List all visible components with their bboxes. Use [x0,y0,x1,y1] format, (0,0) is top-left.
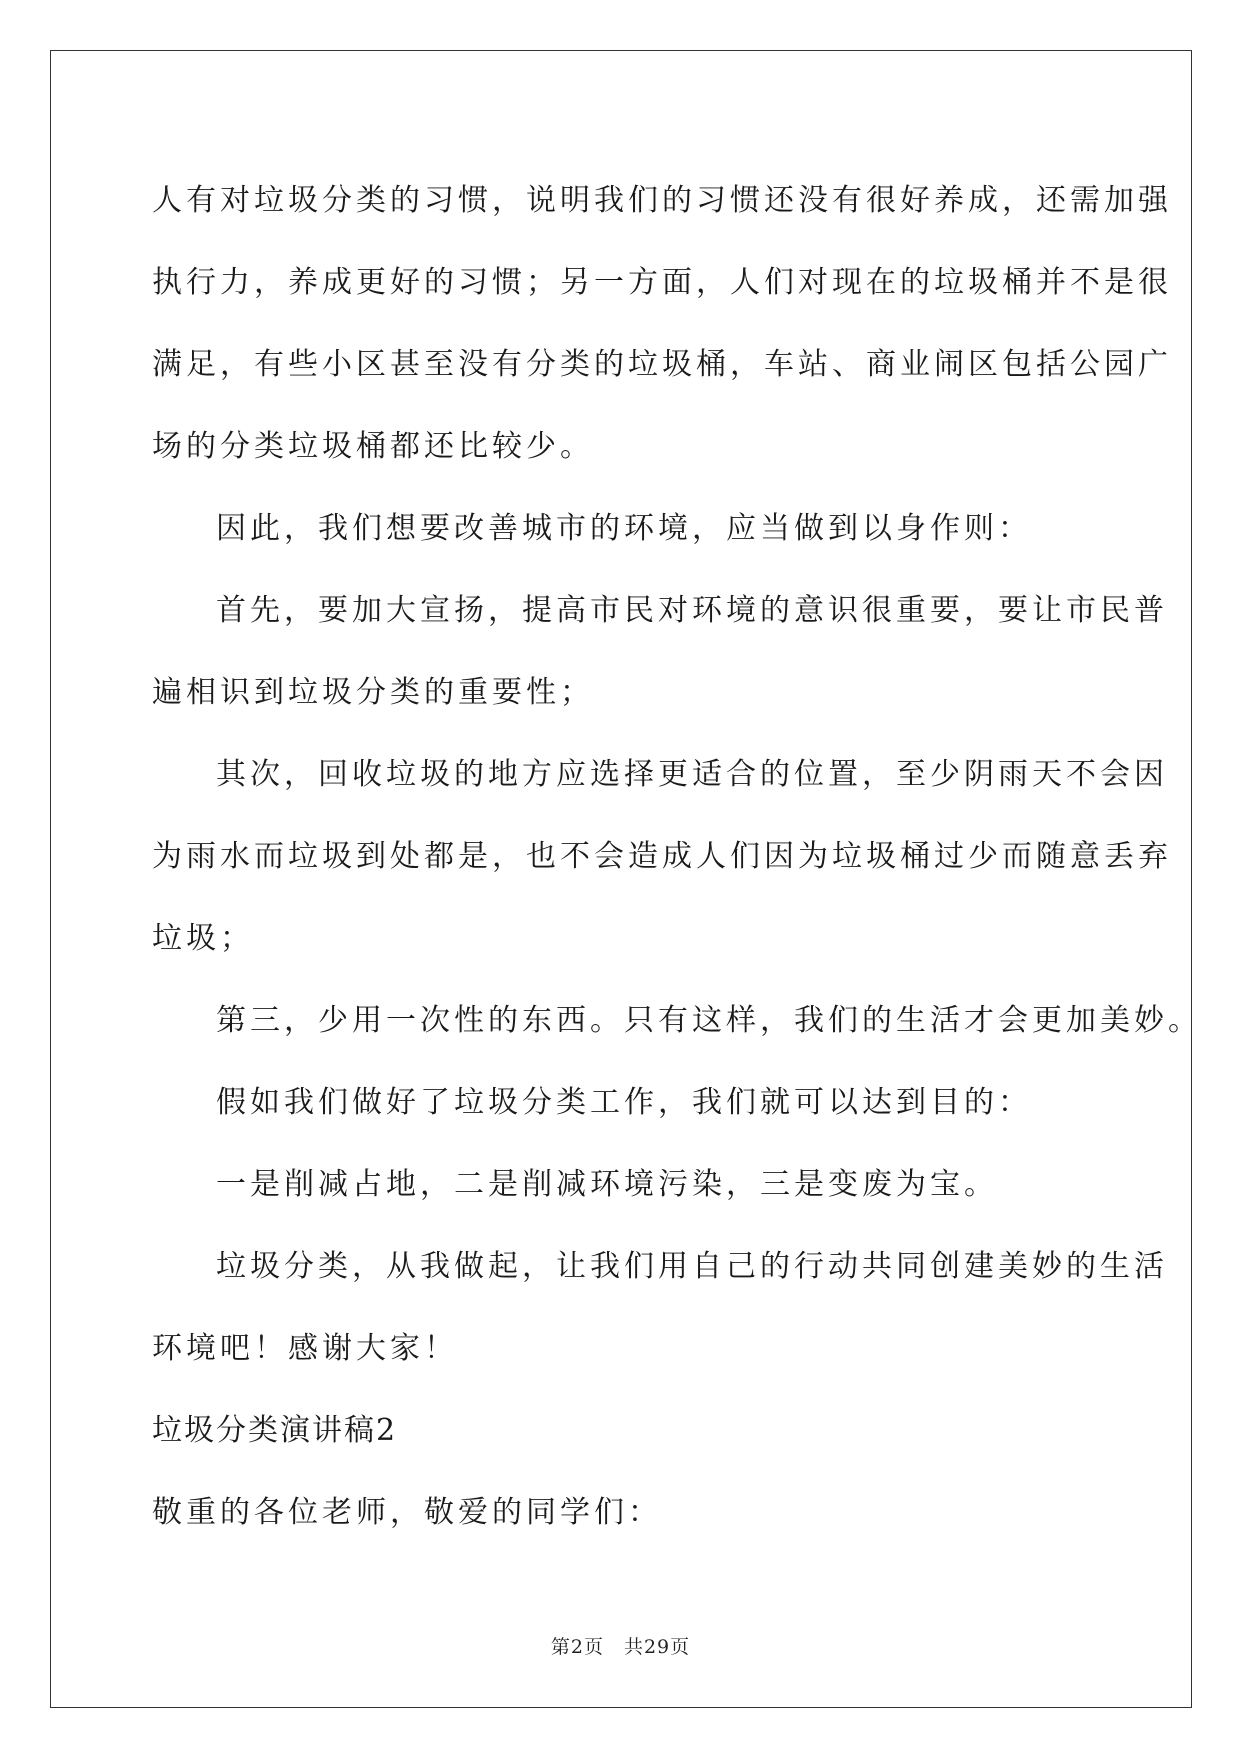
paragraph-line: 为雨水而垃圾到处都是，也不会造成人们因为垃圾桶过少而随意丢弃 [152,839,1172,874]
paragraph-line: 执行力，养成更好的习惯；另一方面，人们对现在的垃圾桶并不是很 [152,265,1172,300]
paragraph-line: 场的分类垃圾桶都还比较少。 [152,429,594,464]
paragraph-line: 其次，回收垃圾的地方应选择更适合的位置，至少阴雨天不会因 [216,757,1168,792]
page-number: 第2页 共29页 [550,1636,691,1658]
paragraph-line: 假如我们做好了垃圾分类工作，我们就可以达到目的： [216,1085,1032,1120]
paragraph-line: 垃圾； [152,921,254,956]
salutation-line: 敬重的各位老师，敬爱的同学们： [152,1495,662,1530]
paragraph-line: 遍相识到垃圾分类的重要性； [152,675,594,710]
paragraph-line: 满足，有些小区甚至没有分类的垃圾桶，车站、商业闹区包括公园广 [152,347,1172,382]
paragraph-line: 人有对垃圾分类的习惯，说明我们的习惯还没有很好养成，还需加强 [152,183,1172,218]
paragraph-line: 因此，我们想要改善城市的环境，应当做到以身作则： [216,511,1032,546]
paragraph-line: 首先，要加大宣扬，提高市民对环境的意识很重要，要让市民普 [216,593,1168,628]
paragraph-line: 垃圾分类，从我做起，让我们用自己的行动共同创建美妙的生活 [216,1249,1168,1284]
section-heading: 垃圾分类演讲稿2 [152,1413,398,1448]
paragraph-line: 第三，少用一次性的东西。只有这样，我们的生活才会更加美妙。 [216,1003,1202,1038]
document-body [152,160,1202,1554]
paragraph-line: 环境吧！感谢大家！ [152,1331,458,1366]
paragraph-line: 一是削减占地，二是削减环境污染，三是变废为宝。 [216,1167,998,1202]
